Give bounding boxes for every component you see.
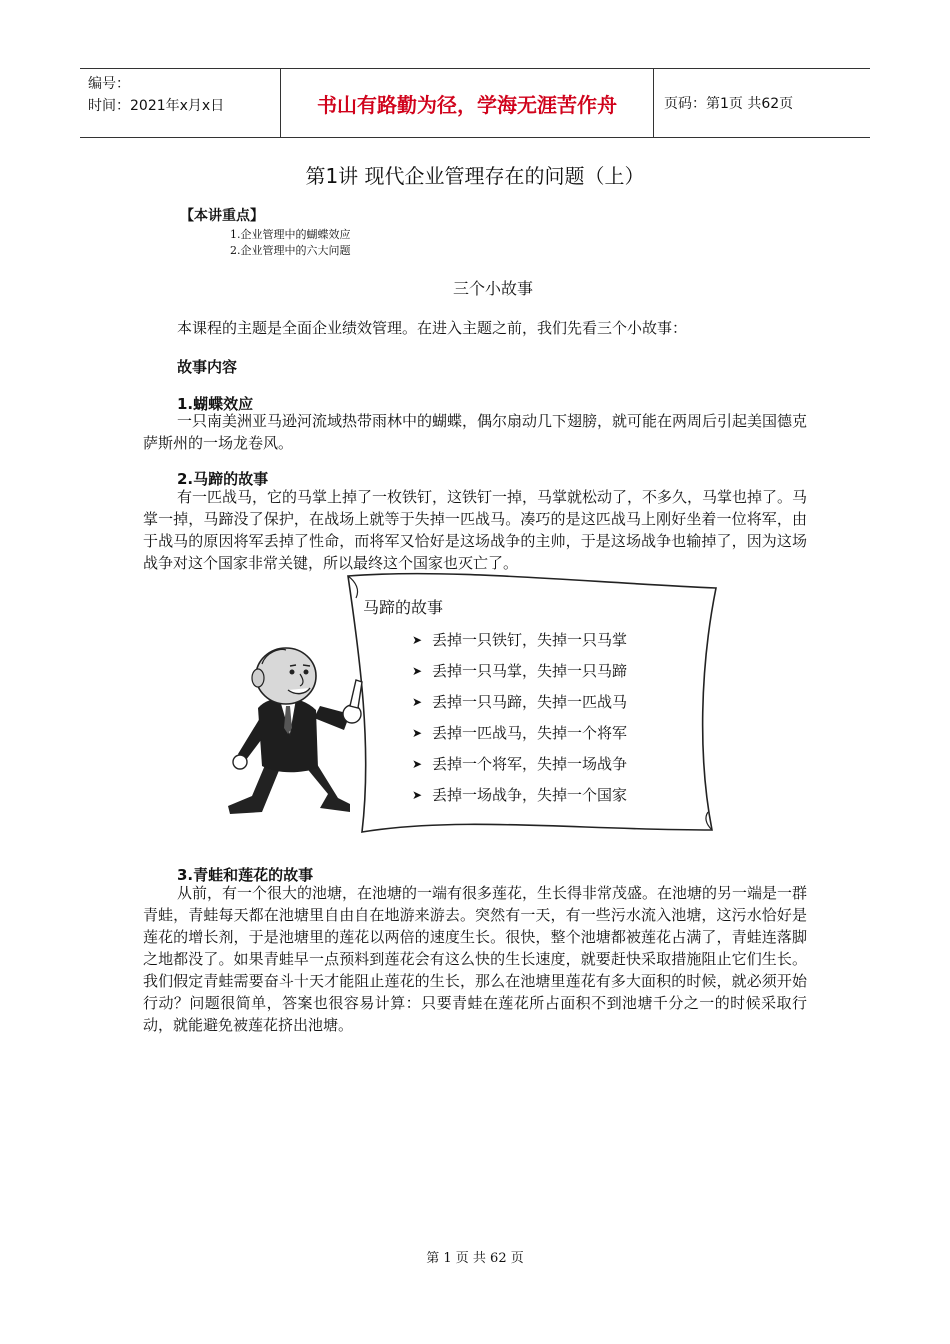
header-page-info: 页码：第1页 共62页 [664,96,794,112]
section-heading-butterfly: 1.蝴蝶效应 [177,395,254,413]
header-meta [80,69,280,137]
figure-list-item: ➤ 丢掉一场战争，失掉一个国家 [412,786,628,804]
intro-paragraph: 本课程的主题是全面企业绩效管理。在进入主题之前，我们先看三个小故事： [177,319,688,337]
section-subtitle: 三个小故事 [452,279,533,298]
section-heading-frog: 3.青蛙和莲花的故事 [177,866,314,884]
page-title: 第1讲 现代企业管理存在的问题（上） [305,164,645,188]
figure-list-item: ➤ 丢掉一只马蹄，失掉一匹战马 [412,693,628,711]
header-motto: 书山有路勤为径，学海无涯苦作舟 [280,69,654,137]
page-header [80,68,870,138]
key-point-item: 1.企业管理中的蝴蝶效应 [230,228,351,241]
section-text-butterfly: 一只南美洲亚马逊河流域热带雨林中的蝴蝶，偶尔扇动几下翅膀，就可能在两周后引起美国德克萨斯州的一场龙卷风。 [143,412,808,452]
arrow-icon: ➤ [412,787,423,802]
key-point-item: 2.企业管理中的六大问题 [230,244,351,257]
figure-list-item: ➤ 丢掉一匹战马，失掉一个将军 [412,724,628,742]
section-heading-horseshoe: 2.马蹄的故事 [177,470,269,488]
figure-list-item: ➤ 丢掉一个将军，失掉一场战争 [412,755,628,773]
section-text-frog: 从前，有一个很大的池塘，在池塘的一端有很多莲花，生长得非常茂盛。在池塘的另一端是一群青蛙，青蛙每天都在池塘里自由自在地游来游去。突然有一天，有一些污水流入池塘，这污水恰好是莲花的增长剂，于是池塘里的莲花以两倍的速度生长。很快，整个池塘都被莲花占满了，青蛙连落脚之地都没了。如果青蛙早一点预料到莲花会有这么快的生长速度，就要赶快采取措施阻止它们生长。我们假定青蛙需要奋斗十天才能阻止莲花的生长，那么在池塘里莲花有多大面积的时候，就必须开始行动？问题很简单，答案也很容易计算：只要青蛙在莲花所占面积不到池塘千分之一的时候采取行动，就能避免被莲花挤出池塘。 [143,884,808,1034]
number-label: 编号： [88,76,130,92]
key-points-heading: 【本讲重点】 [180,208,264,224]
page-footer: 第 1 页 共 62 页 [426,1251,524,1266]
figure-list-item: ➤ 丢掉一只铁钉，失掉一只马掌 [412,631,628,649]
arrow-icon: ➤ [412,632,423,647]
section-text-horseshoe: 有一匹战马，它的马掌上掉了一枚铁钉，这铁钉一掉，马掌就松动了，不多久，马掌也掉了。马掌一掉，马蹄没了保护，在战场上就等于失掉一匹战马。凑巧的是这匹战马上刚好坐着一位将军，由于战马的原因将军丢掉了性命，而将军又恰好是这场战争的主帅，于是这场战争也输掉了，因为这场战争对这个国家非常关键，所以最终这个国家也灭亡了。 [143,488,808,572]
arrow-icon: ➤ [412,756,423,771]
figure-title: 马蹄的故事 [363,598,444,617]
horseshoe-figure [200,568,730,848]
time-label: 时间：2021年x月x日 [88,98,225,114]
arrow-icon: ➤ [412,725,423,740]
arrow-icon: ➤ [412,694,423,709]
figure-list [412,624,627,810]
businessman-icon [228,648,362,814]
story-heading: 故事内容 [177,358,238,376]
arrow-icon: ➤ [412,663,423,678]
figure-list-item: ➤ 丢掉一只马掌，失掉一只马蹄 [412,662,628,680]
